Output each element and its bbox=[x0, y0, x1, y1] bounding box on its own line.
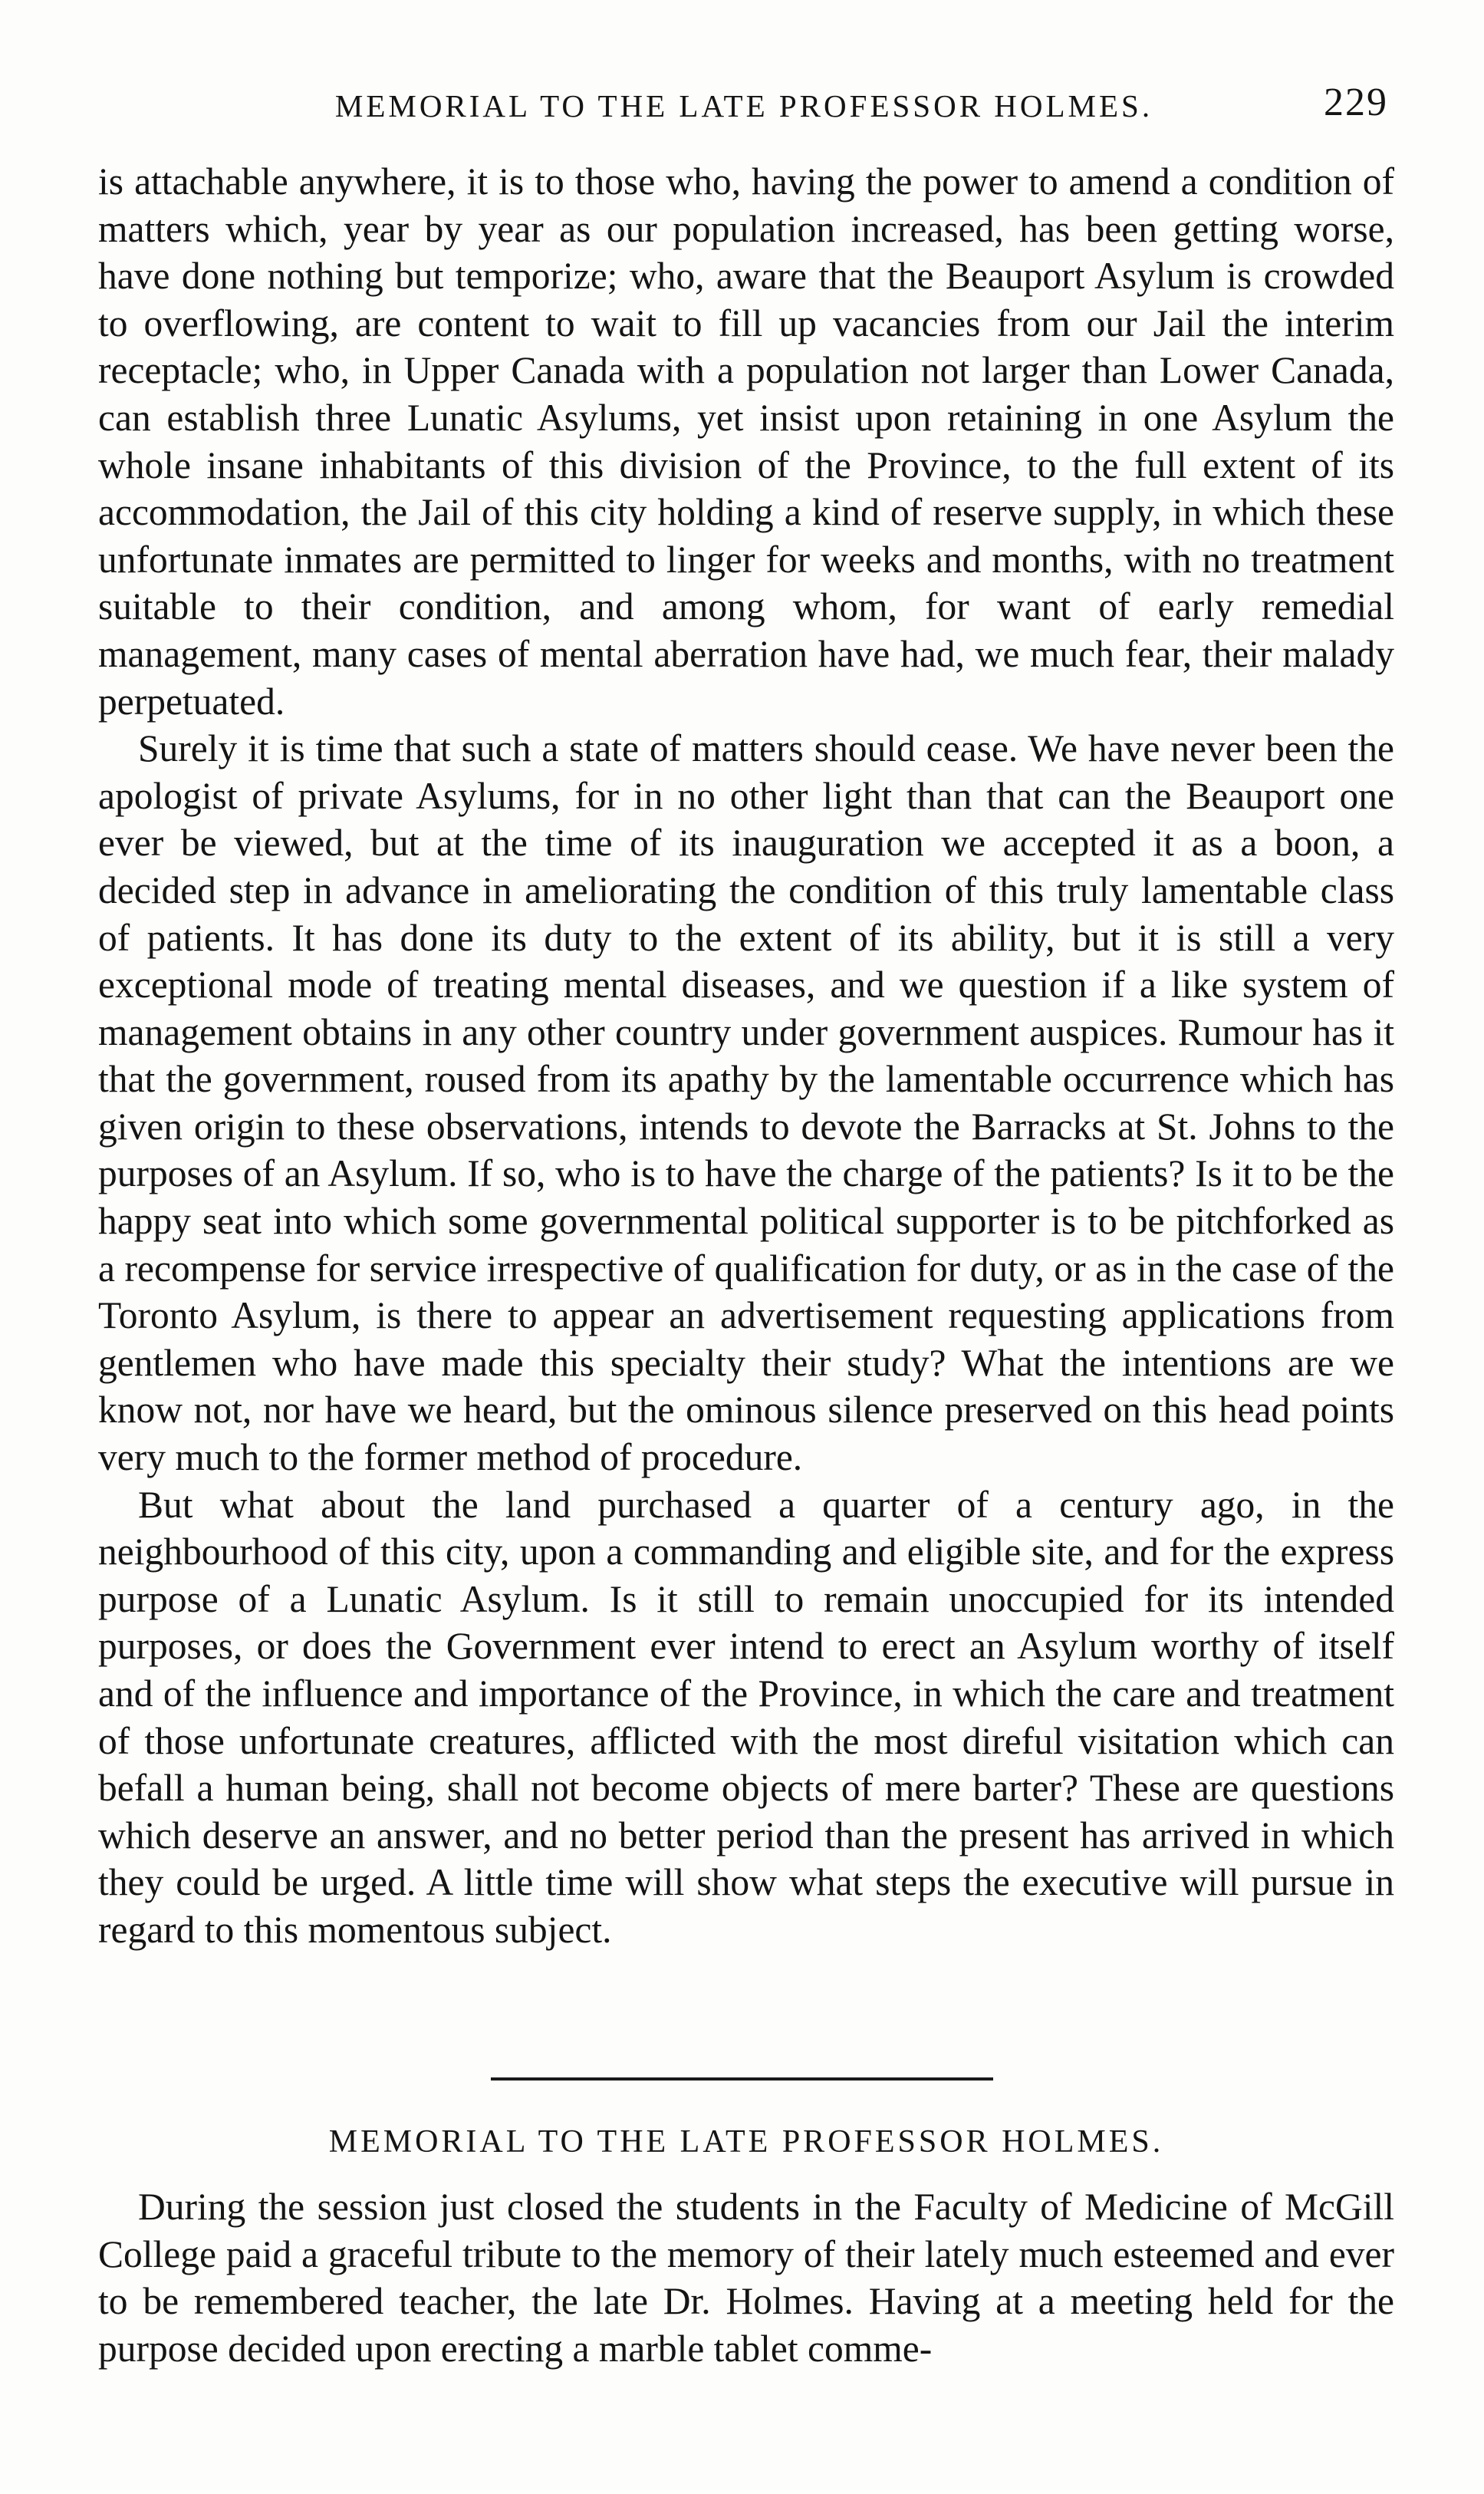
article-paragraph-2: Surely it is time that such a state of matters should cease. We have never been the apologist of private Asylums, for in no other light than that can the Beauport one ever be viewed, but at the time of its inauguration we accepted it as a boon, a decided step in advance in ameliorating the condition of this truly lamentable class of patients. It has done its duty to the extent of its ability, but it is still a very exceptional mode of treating mental diseases, and we question if a like system of management obtains in any other country under government auspices. Rumour has it that the government, roused from its apathy by the lamentable occurrence which has given origin to these observations, intends to devote the Barracks at St. Johns to the purposes of an Asylum. If so, who is to have the charge of the patients? Is it to be the happy seat into which some governmental political supporter is to be pitchforked as a recompense for service irrespective of qualification for duty, or as in the case of the Toronto Asylum, is there to appear an advertisement requesting applications from gentlemen who have made this specialty their study? What the intentions are we know not, nor have we heard, but the ominous silence preserved on this head points very much to the former method of procedure. bbox=[98, 727, 1394, 1479]
article-body bbox=[98, 158, 1394, 1954]
memorial-heading: MEMORIAL TO THE LATE PROFESSOR HOLMES. bbox=[328, 2124, 1164, 2160]
section-divider bbox=[491, 2077, 993, 2081]
memorial-body bbox=[98, 2183, 1394, 2372]
article-paragraph-3: But what about the land purchased a quarter of a century ago, in the neighbourhood of this city, upon a commanding and eligible site, and for the express purpose of a Lunatic Asylum. Is it still to remain unoccupied for its intended purposes, or does the Government ever intend to erect an Asylum worthy of itself and of the influence and importance of the Province, in which the care and treatment of those unfortunate creatures, afflicted with the most direful visitation which can befall a human being, shall not become objects of mere barter? These are questions which deserve an answer, and no better period than the present has arrived in which they could be urged. A little time will show what steps the executive will pursue in regard to this momentous subject. bbox=[98, 1483, 1394, 1951]
running-header bbox=[100, 74, 1388, 127]
running-title: MEMORIAL TO THE LATE PROFESSOR HOLMES. bbox=[334, 88, 1153, 124]
page-number: 229 bbox=[1324, 81, 1388, 124]
memorial-paragraph: During the session just closed the students in the Faculty of Medicine of McGill College paid a graceful tribute to the memory of their lately much esteemed and ever to be remembered teacher, the late Dr. Holmes. Having at a meeting held for the purpose decided upon erecting a marble tablet comme- bbox=[98, 2186, 1394, 2370]
article-paragraph-1: is attachable anywhere, it is to those who, having the power to amend a condition of matters which, year by year as our population increased, has been getting worse, have done nothing but temporize; who, aware that the Beauport Asylum is crowded to overflowing, are content to wait to fill up vacancies from our Jail the interim receptacle; who, in Upper Canada with a population not larger than Lower Canada, can establish three Lunatic Asylums, yet insist upon retaining in one Asylum the whole insane inhabitants of this division of the Province, to the full extent of its accommodation, the Jail of this city holding a kind of reserve supply, in which these unfortunate inmates are permitted to linger for weeks and months, with no treatment suitable to their condition, and among whom, for want of early remedial management, many cases of mental aberration have had, we much fear, their malady perpetuated. bbox=[98, 160, 1394, 723]
